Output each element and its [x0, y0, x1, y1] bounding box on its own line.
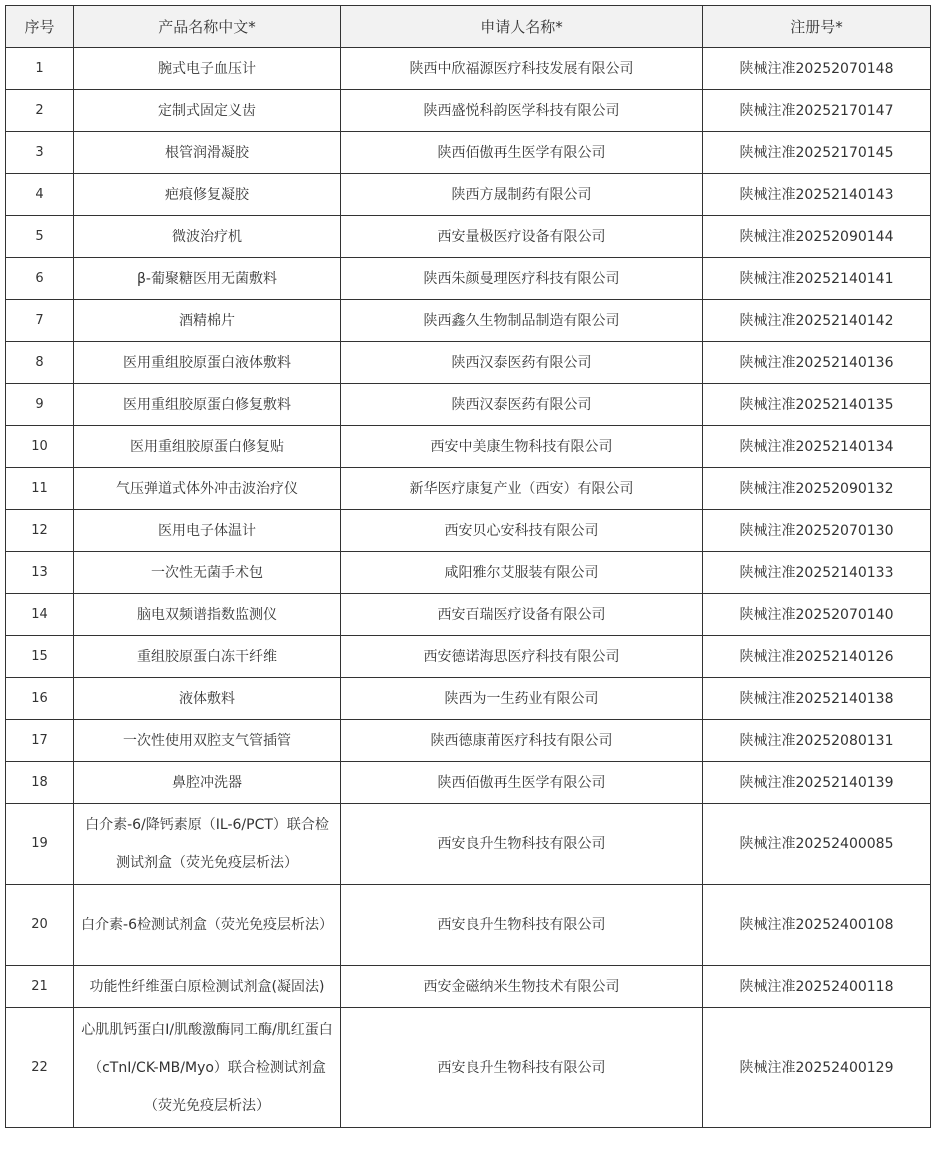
- cell-applicant: 陕西盛悦科韵医学科技有限公司: [341, 90, 703, 132]
- cell-product: 重组胶原蛋白冻干纤维: [74, 636, 341, 678]
- cell-seq: 4: [6, 174, 74, 216]
- cell-registration: 陕械注准20252090144: [703, 216, 931, 258]
- cell-registration: 陕械注准20252080131: [703, 720, 931, 762]
- header-applicant-name: 申请人名称*: [341, 6, 703, 48]
- cell-seq: 21: [6, 966, 74, 1008]
- cell-registration: 陕械注准20252140126: [703, 636, 931, 678]
- table-row: [6, 594, 931, 636]
- cell-applicant: 陕西方晟制药有限公司: [341, 174, 703, 216]
- cell-registration: 陕械注准20252140134: [703, 426, 931, 468]
- table-row: [6, 468, 931, 510]
- table-row: [6, 258, 931, 300]
- cell-registration: 陕械注准20252140136: [703, 342, 931, 384]
- cell-applicant: 陕西朱颜曼理医疗科技有限公司: [341, 258, 703, 300]
- cell-registration: 陕械注准20252400085: [703, 804, 931, 885]
- cell-product: 功能性纤维蛋白原检测试剂盒(凝固法): [74, 966, 341, 1008]
- table-row: [6, 48, 931, 90]
- cell-seq: 15: [6, 636, 74, 678]
- cell-seq: 10: [6, 426, 74, 468]
- table-row: [6, 1008, 931, 1128]
- cell-registration: 陕械注准20252140135: [703, 384, 931, 426]
- table-row: [6, 804, 931, 885]
- table-row: [6, 552, 931, 594]
- cell-registration: 陕械注准20252140142: [703, 300, 931, 342]
- cell-product: 医用重组胶原蛋白液体敷料: [74, 342, 341, 384]
- cell-applicant: 西安良升生物科技有限公司: [341, 1008, 703, 1128]
- cell-seq: 13: [6, 552, 74, 594]
- cell-seq: 3: [6, 132, 74, 174]
- cell-applicant: 陕西汉泰医药有限公司: [341, 384, 703, 426]
- cell-registration: 陕械注准20252400118: [703, 966, 931, 1008]
- cell-product: β-葡聚糖医用无菌敷料: [74, 258, 341, 300]
- table-row: [6, 426, 931, 468]
- cell-registration: 陕械注准20252070140: [703, 594, 931, 636]
- table-body: [6, 48, 931, 1128]
- cell-applicant: 陕西佰傲再生医学有限公司: [341, 132, 703, 174]
- cell-applicant: 陕西为一生药业有限公司: [341, 678, 703, 720]
- cell-product: 微波治疗机: [74, 216, 341, 258]
- cell-applicant: 西安金磁纳米生物技术有限公司: [341, 966, 703, 1008]
- cell-product: 疤痕修复凝胶: [74, 174, 341, 216]
- cell-product: 一次性使用双腔支气管插管: [74, 720, 341, 762]
- table-row: [6, 384, 931, 426]
- cell-seq: 2: [6, 90, 74, 132]
- cell-product: 白介素-6/降钙素原（IL-6/PCT）联合检测试剂盒（荧光免疫层析法）: [74, 804, 341, 885]
- cell-seq: 19: [6, 804, 74, 885]
- cell-registration: 陕械注准20252140139: [703, 762, 931, 804]
- cell-seq: 8: [6, 342, 74, 384]
- cell-applicant: 西安德诺海思医疗科技有限公司: [341, 636, 703, 678]
- cell-registration: 陕械注准20252070148: [703, 48, 931, 90]
- table-row: [6, 885, 931, 966]
- registration-table-container: [5, 5, 931, 1128]
- table-row: [6, 174, 931, 216]
- cell-seq: 11: [6, 468, 74, 510]
- cell-applicant: 陕西鑫久生物制品制造有限公司: [341, 300, 703, 342]
- cell-applicant: 陕西佰傲再生医学有限公司: [341, 762, 703, 804]
- cell-product: 根管润滑凝胶: [74, 132, 341, 174]
- cell-seq: 14: [6, 594, 74, 636]
- cell-applicant: 西安良升生物科技有限公司: [341, 885, 703, 966]
- cell-seq: 6: [6, 258, 74, 300]
- header-product-name: 产品名称中文*: [74, 6, 341, 48]
- cell-applicant: 咸阳雅尔艾服装有限公司: [341, 552, 703, 594]
- cell-registration: 陕械注准20252170145: [703, 132, 931, 174]
- cell-registration: 陕械注准20252090132: [703, 468, 931, 510]
- cell-registration: 陕械注准20252400108: [703, 885, 931, 966]
- cell-seq: 7: [6, 300, 74, 342]
- table-row: [6, 966, 931, 1008]
- cell-seq: 18: [6, 762, 74, 804]
- table-row: [6, 300, 931, 342]
- cell-product: 气压弹道式体外冲击波治疗仪: [74, 468, 341, 510]
- cell-seq: 20: [6, 885, 74, 966]
- cell-product: 鼻腔冲洗器: [74, 762, 341, 804]
- table-row: [6, 216, 931, 258]
- table-row: [6, 636, 931, 678]
- table-header-row: [6, 6, 931, 48]
- table-row: [6, 132, 931, 174]
- cell-seq: 22: [6, 1008, 74, 1128]
- cell-applicant: 陕西德康莆医疗科技有限公司: [341, 720, 703, 762]
- cell-product: 医用重组胶原蛋白修复敷料: [74, 384, 341, 426]
- cell-registration: 陕械注准20252070130: [703, 510, 931, 552]
- header-registration-number: 注册号*: [703, 6, 931, 48]
- cell-seq: 17: [6, 720, 74, 762]
- cell-seq: 9: [6, 384, 74, 426]
- cell-applicant: 西安百瑞医疗设备有限公司: [341, 594, 703, 636]
- registration-table: [5, 5, 931, 1128]
- cell-product: 一次性无菌手术包: [74, 552, 341, 594]
- cell-applicant: 西安量极医疗设备有限公司: [341, 216, 703, 258]
- cell-applicant: 西安良升生物科技有限公司: [341, 804, 703, 885]
- cell-seq: 16: [6, 678, 74, 720]
- cell-registration: 陕械注准20252400129: [703, 1008, 931, 1128]
- cell-seq: 5: [6, 216, 74, 258]
- cell-product: 白介素-6检测试剂盒（荧光免疫层析法）: [74, 885, 341, 966]
- table-row: [6, 720, 931, 762]
- table-row: [6, 678, 931, 720]
- cell-applicant: 陕西中欣福源医疗科技发展有限公司: [341, 48, 703, 90]
- cell-registration: 陕械注准20252140138: [703, 678, 931, 720]
- cell-applicant: 陕西汉泰医药有限公司: [341, 342, 703, 384]
- cell-registration: 陕械注准20252140141: [703, 258, 931, 300]
- cell-product: 脑电双频谱指数监测仪: [74, 594, 341, 636]
- cell-product: 酒精棉片: [74, 300, 341, 342]
- header-seq: 序号: [6, 6, 74, 48]
- cell-registration: 陕械注准20252140133: [703, 552, 931, 594]
- table-row: [6, 342, 931, 384]
- cell-product: 医用电子体温计: [74, 510, 341, 552]
- cell-registration: 陕械注准20252170147: [703, 90, 931, 132]
- cell-product: 定制式固定义齿: [74, 90, 341, 132]
- cell-seq: 1: [6, 48, 74, 90]
- cell-product: 心肌肌钙蛋白I/肌酸激酶同工酶/肌红蛋白（cTnI/CK-MB/Myo）联合检测试剂盒（荧光免疫层析法）: [74, 1008, 341, 1128]
- cell-applicant: 西安贝心安科技有限公司: [341, 510, 703, 552]
- cell-product: 液体敷料: [74, 678, 341, 720]
- table-row: [6, 762, 931, 804]
- cell-seq: 12: [6, 510, 74, 552]
- cell-applicant: 新华医疗康复产业（西安）有限公司: [341, 468, 703, 510]
- table-row: [6, 510, 931, 552]
- table-row: [6, 90, 931, 132]
- cell-product: 腕式电子血压计: [74, 48, 341, 90]
- cell-registration: 陕械注准20252140143: [703, 174, 931, 216]
- cell-applicant: 西安中美康生物科技有限公司: [341, 426, 703, 468]
- cell-product: 医用重组胶原蛋白修复贴: [74, 426, 341, 468]
